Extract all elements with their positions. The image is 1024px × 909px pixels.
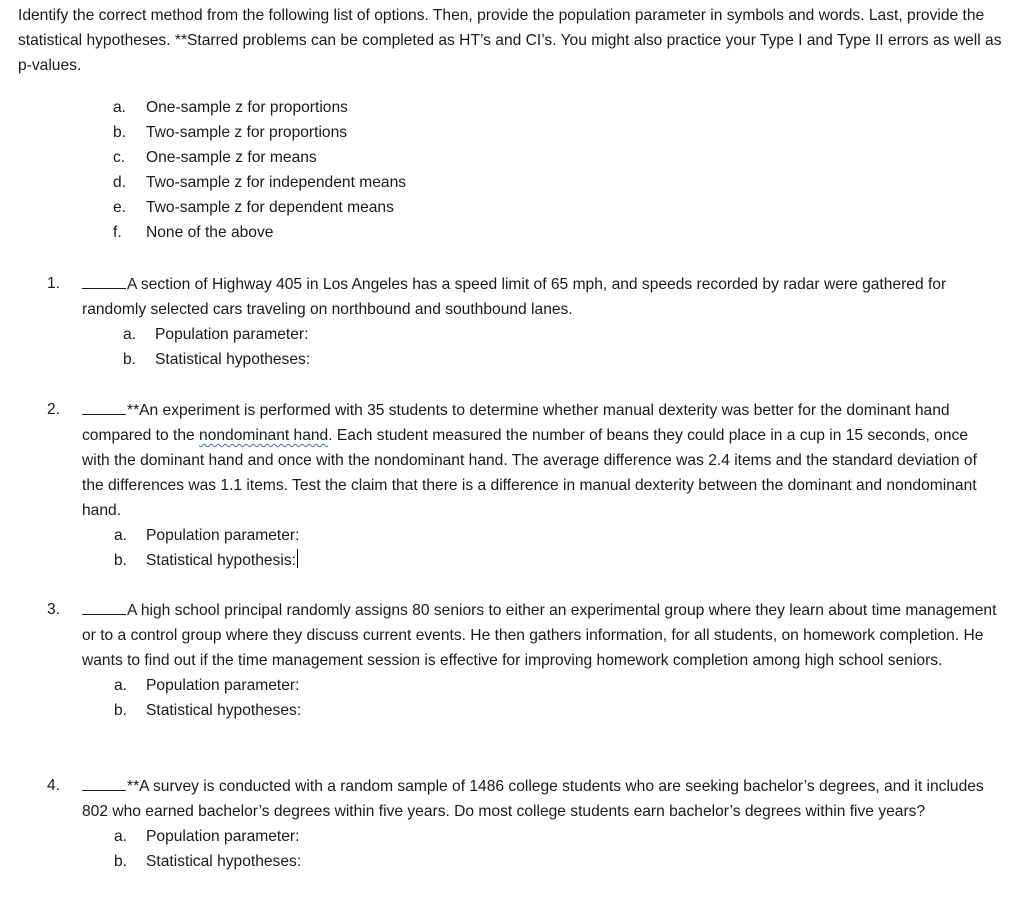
answer-blank[interactable] <box>82 597 126 615</box>
sub-text: Statistical hypotheses: <box>146 702 302 719</box>
question-1 <box>47 271 997 372</box>
question-text <box>82 773 997 824</box>
option-letter: e. <box>113 199 127 216</box>
sub-item-hypotheses <box>114 849 997 874</box>
sub-letter: a. <box>114 527 128 544</box>
option-text: None of the above <box>146 224 274 241</box>
question-number: 4. <box>47 777 61 794</box>
question-number: 1. <box>47 275 61 292</box>
option-text: Two-sample z for proportions <box>146 124 348 141</box>
sub-letter: a. <box>114 677 128 694</box>
sub-text: Population parameter: <box>155 326 309 343</box>
sub-item-hypotheses <box>123 347 997 372</box>
sub-item-parameter <box>114 523 997 548</box>
option-text: Two-sample z for dependent means <box>146 199 394 216</box>
option-text: Two-sample z for independent means <box>146 174 407 191</box>
option-letter: c. <box>113 149 126 166</box>
sub-text: Population parameter: <box>146 828 300 845</box>
sub-letter: a. <box>123 326 137 343</box>
question-number: 2. <box>47 401 61 418</box>
sub-text: Statistical hypotheses: <box>155 351 311 368</box>
method-options-list <box>113 95 406 245</box>
sub-letter: b. <box>123 351 137 368</box>
question-3 <box>47 597 997 723</box>
option-item <box>113 95 406 120</box>
question-text-pre: **An experiment is performed with 35 students to determine whether manual dexterity was better for the dominant hand compared to the <box>82 402 950 444</box>
instructions-paragraph: Identify the correct method from the following list of options. Then, provide the population parameter in symbols and words. Last, provide the statistical hypotheses. **Starred problems can be completed as HT’s and CI’s. You might also practice your Type I and Type II errors as well as p-values. <box>18 7 1002 74</box>
question-text-content: A section of Highway 405 in Los Angeles has a speed limit of 65 mph, and speeds recorded by radar were gathered for randomly selected cars traveling on northbound and southbound lanes. <box>82 276 947 318</box>
question-text-content: **A survey is conducted with a random sample of 1486 college students who are seeking bachelor’s degrees, and it includes 802 who earned bachelor’s degrees within five years. Do most college students earn bachelor’s degrees within five years? <box>82 778 984 820</box>
question-text-post: . Each student measured the number of beans they could place in a cup in 15 seconds, once with the dominant hand and once with the nondominant hand. The average difference was 2.4 items and the standard deviation of the differences was 1.1 items. Test the claim that there is a difference in manual dexterity between the dominant and nondominant hand. <box>82 427 977 519</box>
sub-letter: b. <box>114 853 128 870</box>
option-letter: d. <box>113 174 127 191</box>
option-letter: b. <box>113 124 127 141</box>
answer-blank[interactable] <box>82 773 126 791</box>
question-2 <box>47 397 997 573</box>
sub-item-parameter <box>114 673 997 698</box>
sub-item-parameter <box>114 824 997 849</box>
sub-text: Statistical hypotheses: <box>146 853 302 870</box>
sub-letter: a. <box>114 828 128 845</box>
question-text <box>82 271 997 322</box>
option-letter: f. <box>113 224 122 241</box>
sub-text: Population parameter: <box>146 677 300 694</box>
option-letter: a. <box>113 99 127 116</box>
question-number: 3. <box>47 601 61 618</box>
sub-text: Population parameter: <box>146 527 300 544</box>
option-item <box>113 170 406 195</box>
question-4 <box>47 773 997 874</box>
text-cursor <box>297 549 298 568</box>
spellcheck-underlined-text: nondominant hand <box>199 427 329 444</box>
sub-item-hypotheses <box>114 548 997 573</box>
answer-blank[interactable] <box>82 271 126 289</box>
sub-text: Statistical hypothesis: <box>146 552 296 569</box>
option-item <box>113 220 406 245</box>
sub-letter: b. <box>114 702 128 719</box>
option-item <box>113 145 406 170</box>
sub-item-parameter <box>123 322 997 347</box>
option-text: One-sample z for means <box>146 149 317 166</box>
option-item <box>113 195 406 220</box>
option-item <box>113 120 406 145</box>
question-text <box>82 397 997 523</box>
sub-letter: b. <box>114 552 128 569</box>
option-text: One-sample z for proportions <box>146 99 348 116</box>
answer-blank[interactable] <box>82 397 126 415</box>
question-text-content: A high school principal randomly assigns 80 seniors to either an experimental group where they learn about time management or to a control group where they discuss current events. He then gathers information, for all students, on homework completion. He wants to find out if the time management session is effective for improving homework completion among high school seniors. <box>82 602 997 669</box>
sub-item-hypotheses <box>114 698 997 723</box>
question-text <box>82 597 997 673</box>
